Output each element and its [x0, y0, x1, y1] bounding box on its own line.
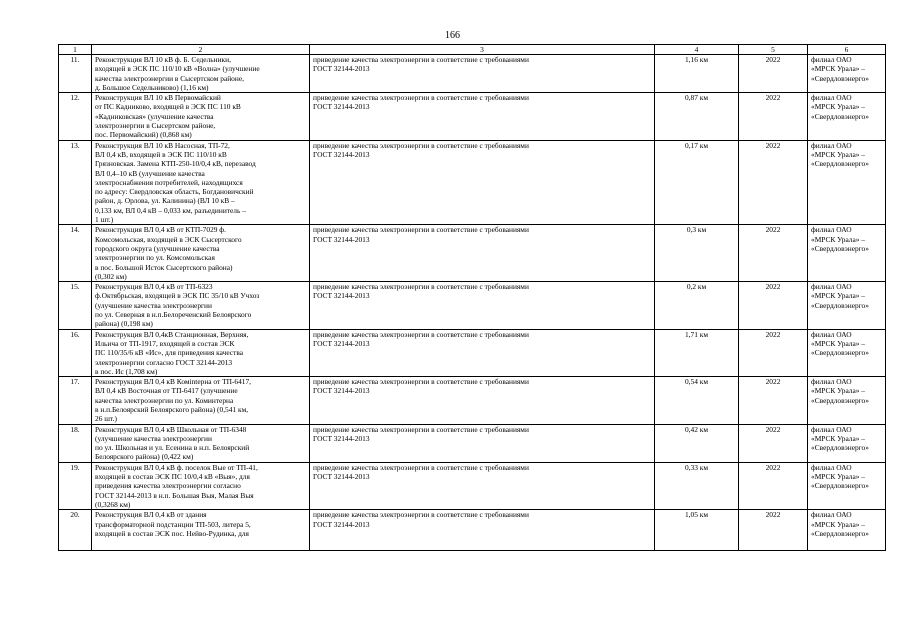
table-row	[59, 424, 886, 462]
table-row	[59, 55, 886, 93]
project-title: Реконструкция ВЛ 0,4 кВ от ТП-6323 ф.Октябрьская, входящей в ЭСК ПС 35/10 кВ Учхоз (улучшение качества электроэнергии по ул. Северная в н.п.Белореченский Белоярского района) (0,198 км)	[92, 282, 310, 329]
project-purpose: приведение качества электроэнергии в соответствие с требованиями ГОСТ 32144-2013	[310, 282, 655, 329]
project-purpose: приведение качества электроэнергии в соответствие с требованиями ГОСТ 32144-2013	[310, 225, 655, 282]
project-year: 2022	[739, 329, 808, 376]
table-row	[59, 462, 886, 509]
row-number: 11.	[59, 55, 92, 93]
project-owner: филиал ОАО «МРСК Урала» – «Свердловэнерго»	[808, 329, 886, 376]
table-row	[59, 329, 886, 376]
project-length: 1,05 км	[655, 510, 739, 551]
project-title: Реконструкция ВЛ 0,4 кВ Школьная от ТП-6348 (улучшение качества электроэнергии по ул. Школьная и ул. Есенина в н.п. Белоярский Белоярского района) (0,422 км)	[92, 424, 310, 462]
project-owner: филиал ОАО «МРСК Урала» – «Свердловэнерго»	[808, 282, 886, 329]
project-length: 0,54 км	[655, 377, 739, 424]
project-title: Реконструкция ВЛ 0,4 кВ от здания трансформаторной подстанции ТП-503, литера 5, входящей в состав ЭСК пос. Нейво-Рудинка, для	[92, 510, 310, 551]
table-row	[59, 93, 886, 140]
project-title: Реконструкция ВЛ 0,4 кВ ф. поселок Вые от ТП-41, входящей в состав ЭСК ПС 10/0,4 кВ «Выя», для приведения качества электроэнергии согласно ГОСТ 32144-2013 в н.п. Большая Выя, Малая Выя (0,3268 км)	[92, 462, 310, 509]
project-year: 2022	[739, 93, 808, 140]
project-owner: филиал ОАО «МРСК Урала» – «Свердловэнерго»	[808, 377, 886, 424]
column-header-4: 4	[655, 45, 739, 55]
project-owner: филиал ОАО «МРСК Урала» – «Свердловэнерго»	[808, 55, 886, 93]
project-purpose: приведение качества электроэнергии в соответствие с требованиями ГОСТ 32144-2013	[310, 93, 655, 140]
project-year: 2022	[739, 510, 808, 551]
project-purpose: приведение качества электроэнергии в соответствие с требованиями ГОСТ 32144-2013	[310, 377, 655, 424]
table-row	[59, 510, 886, 551]
project-length: 0,17 км	[655, 140, 739, 225]
column-header-6: 6	[808, 45, 886, 55]
row-number: 15.	[59, 282, 92, 329]
column-header-3: 3	[310, 45, 655, 55]
row-number: 16.	[59, 329, 92, 376]
project-year: 2022	[739, 55, 808, 93]
project-year: 2022	[739, 377, 808, 424]
project-title: Реконструкция ВЛ 10 кВ Насосная, ТП-72, ВЛ 0,4 кВ, входящей в ЭСК ПС 110/10 кВ Грязновская. Замена КТП-250-10/0,4 кВ, перезавод ВЛ 0,4–10 кВ (улучшение качества электроснабжения потребителей, находящихся по адресу: Свердловская область, Богдановичский район, д. Орлова, ул. Калинина) (ВЛ 10 кВ – 0,133 км, ВЛ 0,4 кВ – 0,033 км, разъединитель – 1 шт.)	[92, 140, 310, 225]
project-title: Реконструкция ВЛ 10 кВ Первомайский от ПС Кадниково, входящей в ЭСК ПС 110 кВ «Кадниковская» (улучшение качества электроэнергии в Сысертском районе, пос. Первомайский) (0,868 км)	[92, 93, 310, 140]
project-year: 2022	[739, 140, 808, 225]
project-length: 0,87 км	[655, 93, 739, 140]
project-length: 0,2 км	[655, 282, 739, 329]
column-header-2: 2	[92, 45, 310, 55]
project-title: Реконструкция ВЛ 0,4 кВ Комintерна от ТП-6417, ВЛ 0,4 кВ Восточная от ТП-6417 (улучшение качества электроэнергии по ул. Коминтерна в н.п.Белоярский Белоярского района) (0,541 км, 26 шт.)	[92, 377, 310, 424]
project-purpose: приведение качества электроэнергии в соответствие с требованиями ГОСТ 32144-2013	[310, 140, 655, 225]
row-number: 14.	[59, 225, 92, 282]
project-length: 1,71 км	[655, 329, 739, 376]
column-header-5: 5	[739, 45, 808, 55]
project-year: 2022	[739, 282, 808, 329]
table-body	[59, 45, 886, 551]
table-row	[59, 225, 886, 282]
column-header-1: 1	[59, 45, 92, 55]
project-owner: филиал ОАО «МРСК Урала» – «Свердловэнерго»	[808, 462, 886, 509]
project-purpose: приведение качества электроэнергии в соответствие с требованиями ГОСТ 32144-2013	[310, 424, 655, 462]
row-number: 12.	[59, 93, 92, 140]
column-number-row	[59, 45, 886, 55]
project-length: 0,33 км	[655, 462, 739, 509]
row-number: 19.	[59, 462, 92, 509]
row-number: 18.	[59, 424, 92, 462]
table-row	[59, 377, 886, 424]
project-title: Реконструкция ВЛ 0,4 кВ от КТП-7029 ф. Комсомольская, входящей в ЭСК Сысертского городского округа (улучшение качества электроэнергии по ул. Комсомольская в пос. Большой Исток Сысертского района) (0,302 км)	[92, 225, 310, 282]
project-purpose: приведение качества электроэнергии в соответствие с требованиями ГОСТ 32144-2013	[310, 55, 655, 93]
project-length: 0,42 км	[655, 424, 739, 462]
project-title: Реконструкция ВЛ 10 кВ ф. Б. Седельники, входящей в ЭСК ПС 110/10 кВ «Волна» (улучшение качества электроэнергии в Сысертском районе, д. Большое Седельниково) (1,16 км)	[92, 55, 310, 93]
project-owner: филиал ОАО «МРСК Урала» – «Свердловэнерго»	[808, 510, 886, 551]
project-purpose: приведение качества электроэнергии в соответствие с требованиями ГОСТ 32144-2013	[310, 329, 655, 376]
project-title: Реконструкция ВЛ 0,4кВ Станционная, Верхняя, Ильича от ТП-1917, входящей в состав ЭСК ПС 110/35/6 кВ «Ис», для приведения качества электроэнергии согласно ГОСТ 32144-2013 в пос. Ис (1,708 км)	[92, 329, 310, 376]
table-row	[59, 282, 886, 329]
project-purpose: приведение качества электроэнергии в соответствие с требованиями ГОСТ 32144-2013	[310, 462, 655, 509]
project-owner: филиал ОАО «МРСК Урала» – «Свердловэнерго»	[808, 140, 886, 225]
project-year: 2022	[739, 462, 808, 509]
project-year: 2022	[739, 225, 808, 282]
project-owner: филиал ОАО «МРСК Урала» – «Свердловэнерго»	[808, 424, 886, 462]
projects-table	[58, 44, 886, 551]
project-owner: филиал ОАО «МРСК Урала» – «Свердловэнерго»	[808, 93, 886, 140]
row-number: 20.	[59, 510, 92, 551]
project-length: 0,3 км	[655, 225, 739, 282]
row-number: 17.	[59, 377, 92, 424]
table-row	[59, 140, 886, 225]
page-number: 166	[445, 30, 460, 41]
project-length: 1,16 км	[655, 55, 739, 93]
project-purpose: приведение качества электроэнергии в соответствие с требованиями ГОСТ 32144-2013	[310, 510, 655, 551]
project-year: 2022	[739, 424, 808, 462]
project-owner: филиал ОАО «МРСК Урала» – «Свердловэнерго»	[808, 225, 886, 282]
row-number: 13.	[59, 140, 92, 225]
